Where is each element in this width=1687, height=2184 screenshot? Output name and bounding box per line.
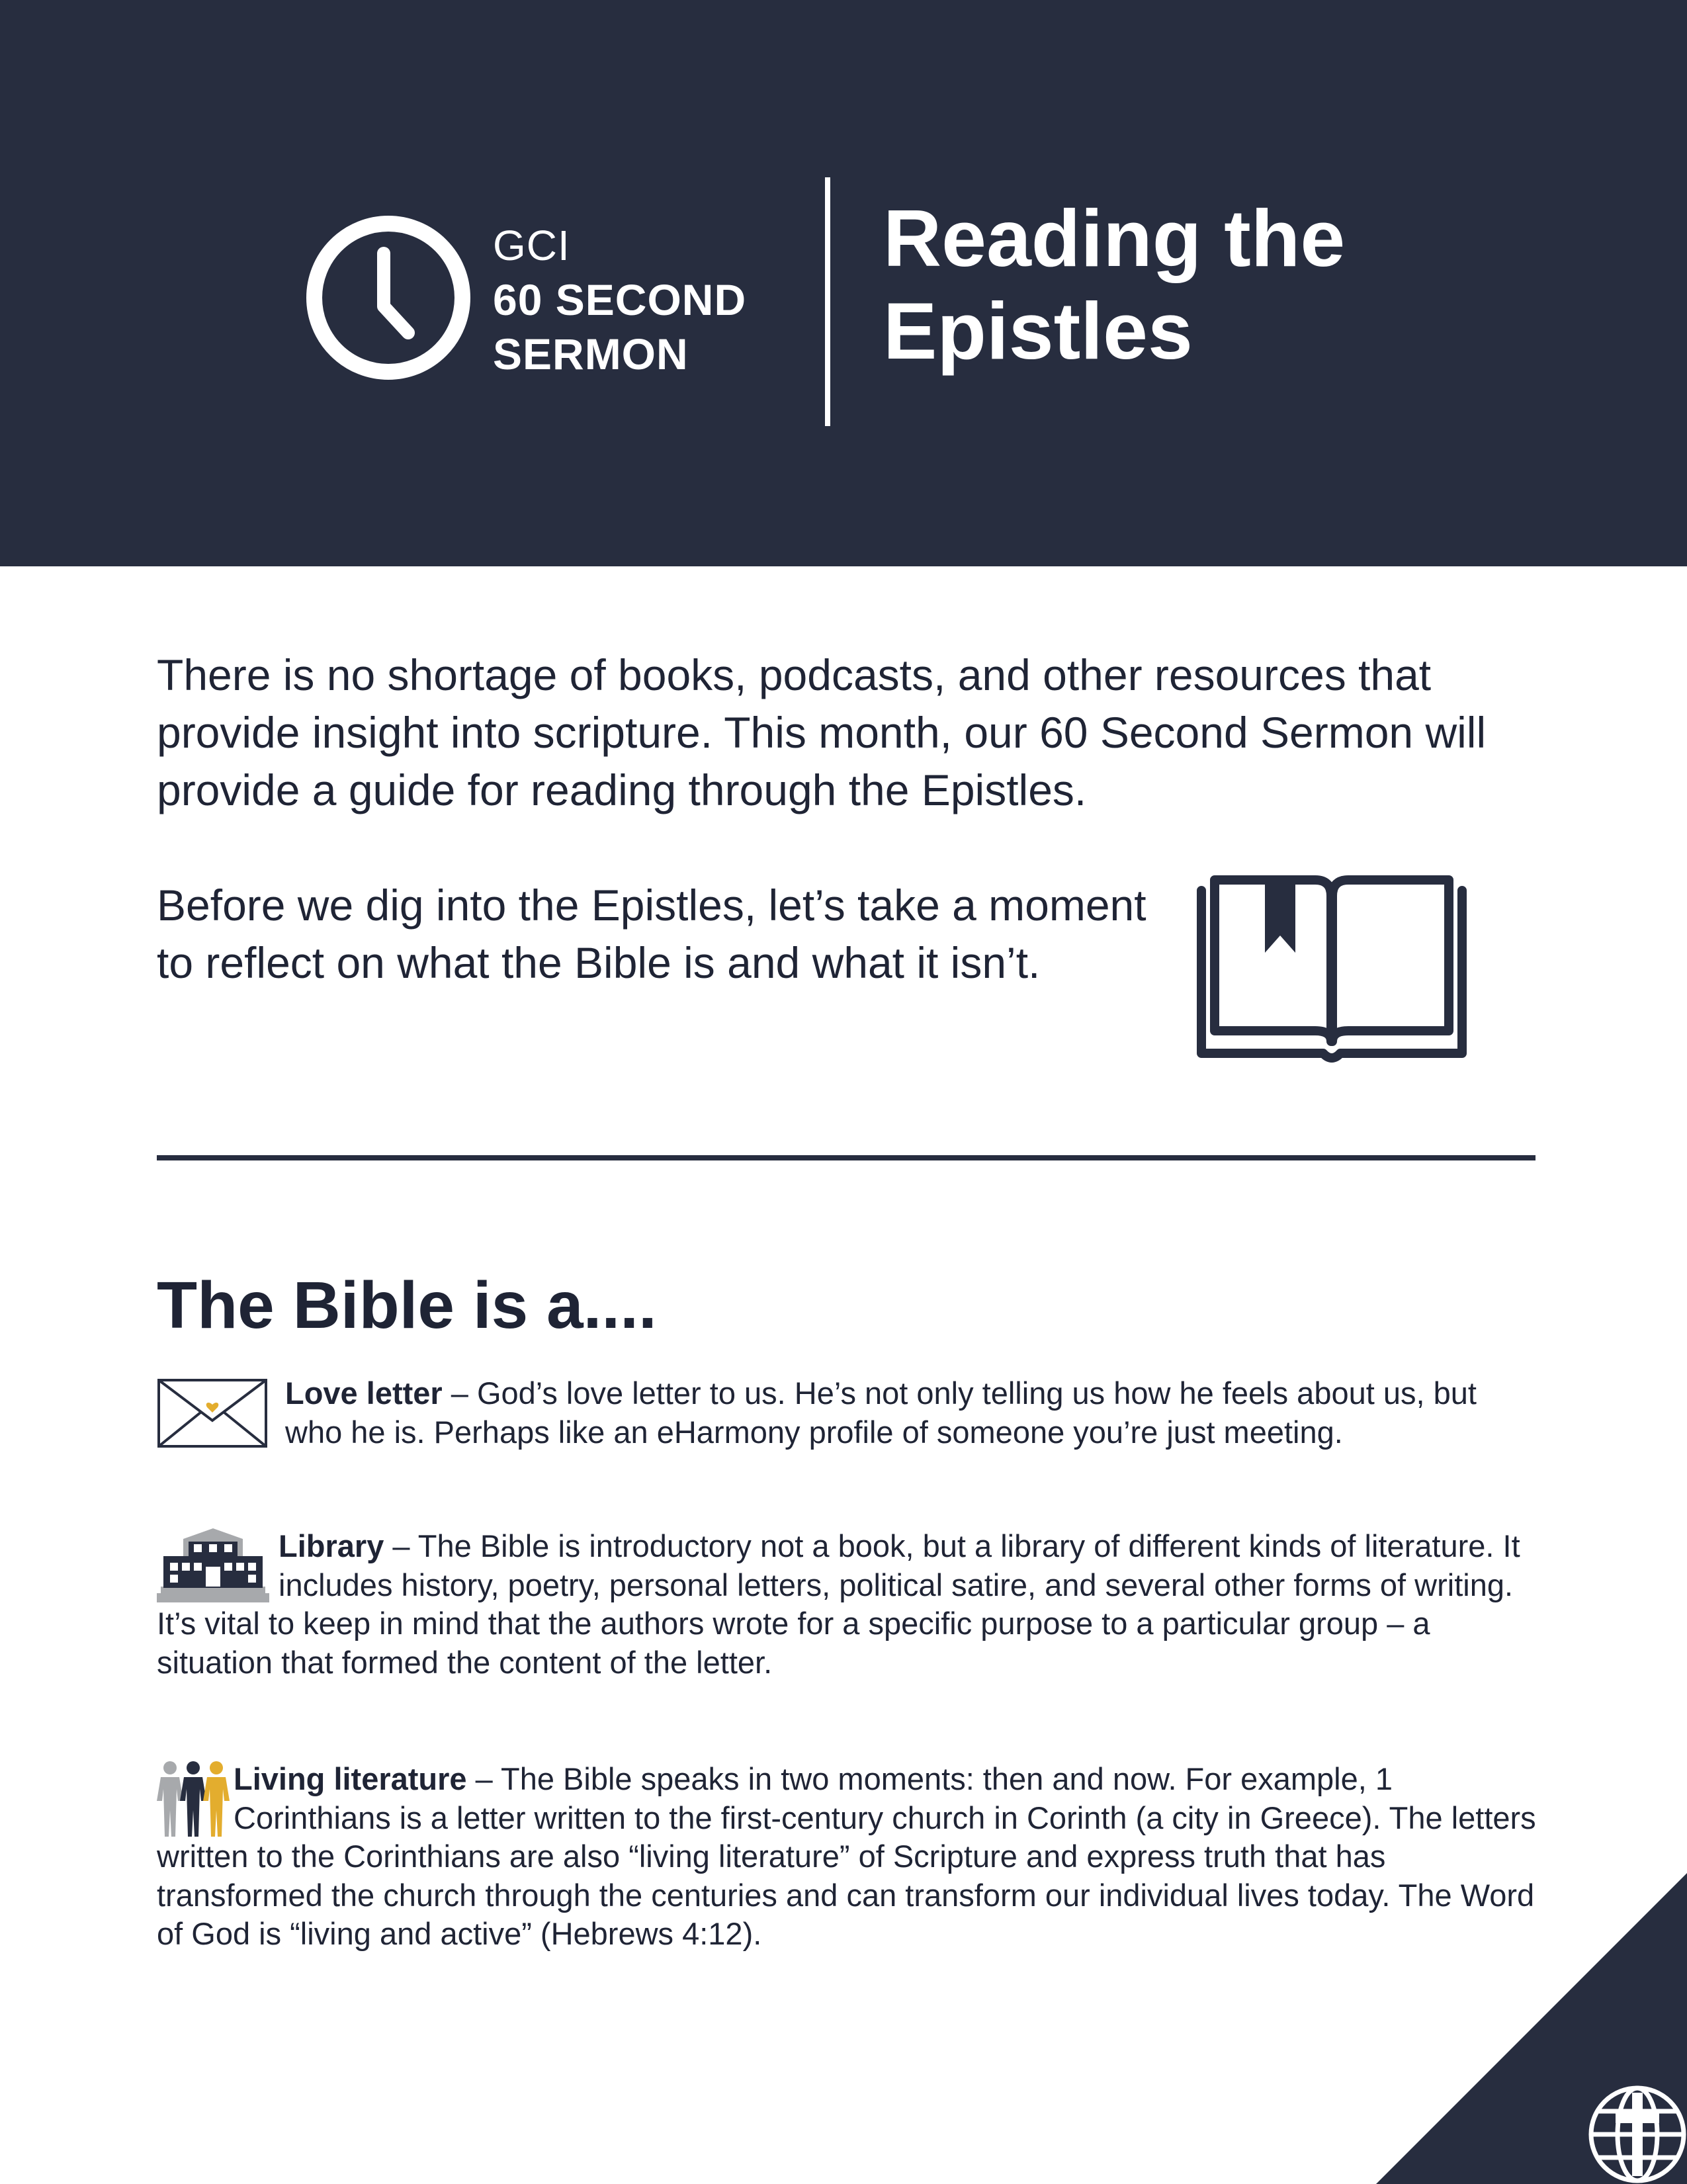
item-label-library: Library [279, 1528, 384, 1563]
intro-paragraph-1: There is no shortage of books, podcasts, and other resources that provide insight into scripture. This month, our 60 Second Sermon will provide a guide for reading through the Epistles. [157, 650, 1487, 814]
brand-line-sermon: SERMON [493, 329, 689, 378]
item-text-love-letter: – God’s love letter to us. He’s not only telling us how he feels about us, but who he is. Perhaps like an eHarmony profile of someone you’re just meeting. [285, 1376, 1477, 1450]
section-divider [157, 1155, 1536, 1160]
list-item-love-letter [157, 1374, 1539, 1452]
brand-label [493, 218, 746, 381]
open-book-icon [1196, 871, 1467, 1063]
intro-paragraph-2: Before we dig into the Epistles, let’s take a moment to reflect on what the Bible is and what it isn’t. [157, 881, 1146, 987]
item-label-love-letter: Love letter [285, 1376, 443, 1411]
list-item-library [157, 1527, 1539, 1682]
library-building-icon [157, 1527, 269, 1602]
brand-line-60-second: 60 SECOND [493, 275, 747, 324]
title-line-2: Epistles [883, 286, 1193, 376]
header-banner [0, 0, 1687, 566]
clock-icon [306, 215, 471, 380]
envelope-heart-icon [157, 1378, 268, 1448]
item-text-living-literature: – The Bible speaks in two moments: then and now. For example, 1 Corinthians is a letter written to the first-century church in Corinth (a city in Greece). The letters written to the Corinthians are also “living literature” of Scripture and express truth that has transformed the church through the centuries and can transform our individual lives today. The Word of God is “living and active” (Hebrews 4:12). [157, 1761, 1536, 1951]
item-label-living-literature: Living literature [234, 1761, 467, 1796]
header-divider [825, 177, 830, 426]
title-line-1: Reading the [883, 193, 1346, 283]
section-heading: The Bible is a.... [157, 1268, 657, 1342]
corner-triangle [1376, 1873, 1687, 2184]
brand-line-gci: GCI [493, 222, 570, 269]
list-item-living-literature [157, 1760, 1539, 1954]
people-icon [157, 1760, 230, 1837]
item-text-library: – The Bible is introductory not a book, but a library of different kinds of literature. It includes history, poetry, personal letters, political satire, and several other forms of writing. It’s vital to keep in mind that the authors wrote for a specific purpose to a particular group – a situation that formed the content of the letter. [157, 1528, 1520, 1680]
page-title [883, 192, 1345, 377]
